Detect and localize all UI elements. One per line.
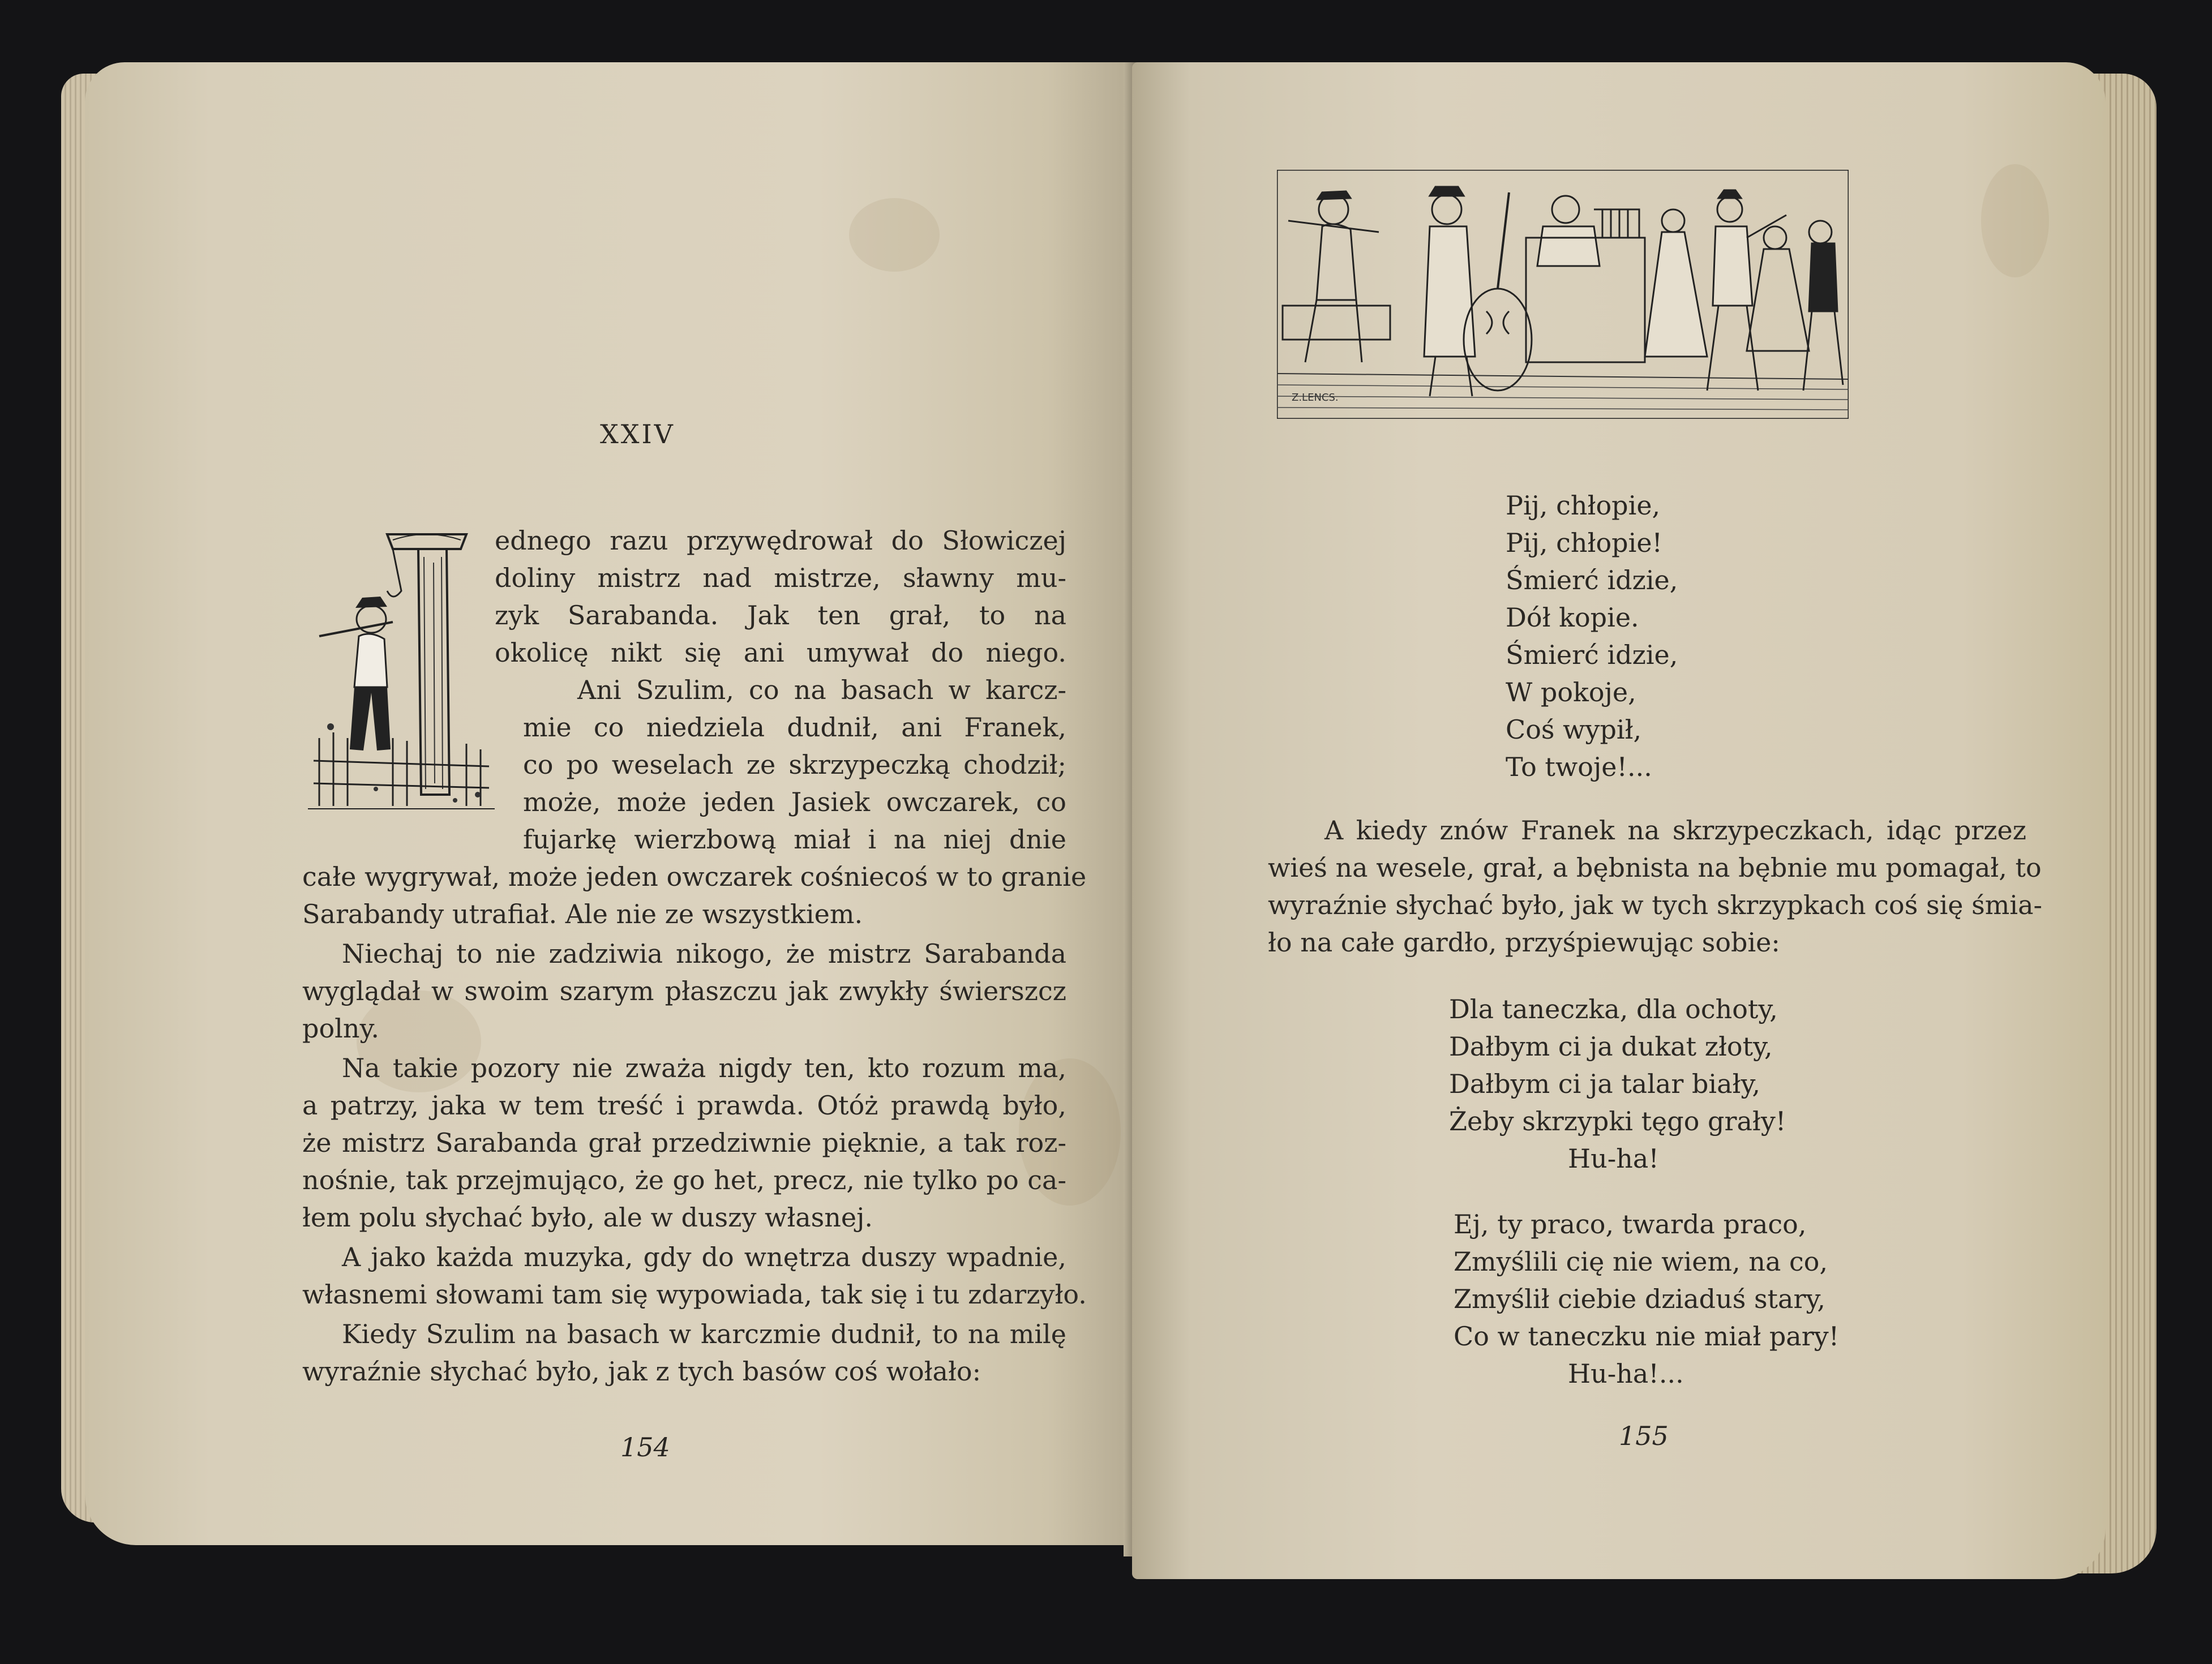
stanza-1-line-1: Pij, chłopie, (1506, 490, 1661, 521)
paragraph-1-line-3: zyk Sarabanda. Jak ten grał, to na (495, 600, 1066, 631)
right-paragraph-line-4: ło na całe gardło, przyśpiewując sobie: (1268, 927, 1780, 958)
stanza-1-line-2: Pij, chłopie! (1506, 527, 1663, 558)
paragraph-5-line-2: wyraźnie słychać było, jak z tych basów coś wołało: (302, 1356, 981, 1387)
dancing-musicians-illustration (1277, 170, 1849, 419)
paragraph-1-line-6: mie co niedziela dudnił, ani Franek, (523, 712, 1066, 743)
paragraph-3-line-4: nośnie, tak przejmująco, że go het, precz, nie tylko po ca- (302, 1165, 1066, 1195)
chapter-number: XXIV (600, 419, 675, 449)
paragraph-1-line-9: fujarkę wierzbową miał i na niej dnie (523, 824, 1066, 855)
stanza-3-line-1: Ej, ty praco, twarda praco, (1454, 1209, 1807, 1240)
right-paragraph-line-2: wieś na wesele, grał, a bębnista na bębnie mu pomagał, to (1268, 852, 2042, 883)
illustration-signature: Z.LENCS. (1292, 392, 1339, 404)
paragraph-3-line-1: Na takie pozory nie zważa nigdy ten, kto rozum ma, (342, 1053, 1066, 1083)
stanza-2-line-1: Dla taneczka, dla ochoty, (1449, 994, 1778, 1024)
stanza-3-line-3: Zmyślił ciebie dziaduś stary, (1454, 1284, 1825, 1314)
paragraph-2-line-1: Niechaj to nie zadziwia nikogo, że mistrz Sarabanda (342, 938, 1066, 969)
paragraph-1-line-4: okolicę nikt się ani umywał do niego. (495, 637, 1066, 668)
stanza-2-line-3: Dałbym ci ja talar biały, (1449, 1069, 1760, 1099)
right-page-number: 155 (1619, 1421, 1669, 1451)
stanza-1-line-7: Coś wypił, (1506, 714, 1642, 745)
paragraph-1-line-10: całe wygrywał, może jeden owczarek cośniecoś w to granie (302, 861, 1087, 892)
shepherd-boy-at-pillar-illustration (308, 523, 495, 817)
paragraph-3-line-5: łem polu słychać było, ale w duszy własnej. (302, 1202, 873, 1233)
paragraph-1-line-2: doliny mistrz nad mistrze, sławny mu- (495, 563, 1066, 593)
paragraph-5-line-1: Kiedy Szulim na basach w karczmie dudnił, to na milę (342, 1319, 1066, 1349)
stanza-2-line-2: Dałbym ci ja dukat złoty, (1449, 1031, 1773, 1062)
stanza-1-line-5: Śmierć idzie, (1506, 640, 1678, 670)
stanza-1-line-4: Dół kopie. (1506, 602, 1639, 633)
paragraph-1-line-1: ednego razu przywędrował do Słowiczej (495, 525, 1066, 556)
paragraph-1-line-5: Ani Szulim, co na basach w karcz- (577, 675, 1066, 705)
stanza-3-line-2: Zmyślili cię nie wiem, na co, (1454, 1246, 1828, 1277)
stanza-1-line-6: W pokoje, (1506, 677, 1636, 707)
stanza-1-line-8: To twoje!... (1506, 752, 1652, 782)
paragraph-1-line-7: co po weselach ze skrzypeczką chodził; (523, 749, 1066, 780)
right-paragraph-line-3: wyraźnie słychać było, jak w tych skrzypkach coś się śmia- (1268, 890, 2043, 920)
paragraph-1-line-8: może, może jeden Jasiek owczarek, co (523, 787, 1066, 817)
paragraph-2-line-3: polny. (302, 1013, 379, 1044)
stanza-2-line-4: Żeby skrzypki tęgo grały! (1449, 1106, 1786, 1137)
paragraph-1-line-11: Sarabandy utrafiał. Ale nie ze wszystkiem. (302, 899, 863, 929)
paragraph-3-line-3: że mistrz Sarabanda grał przedziwnie pięknie, a tak roz- (302, 1127, 1066, 1158)
paragraph-4-line-2: własnemi słowami tam się wypowiada, tak się i tu zdarzyło. (302, 1279, 1087, 1310)
stanza-2-line-5: Hu-ha! (1568, 1143, 1659, 1174)
stanza-3-line-4: Co w taneczku nie miał pary! (1454, 1321, 1840, 1352)
paragraph-4-line-1: A jako każda muzyka, gdy do wnętrza duszy wpadnie, (342, 1242, 1066, 1272)
stanza-3-line-5: Hu-ha!... (1568, 1358, 1684, 1389)
stanza-1-line-3: Śmierć idzie, (1506, 565, 1678, 595)
paragraph-3-line-2: a patrzy, jaka w tem treść i prawda. Otóż prawdą było, (302, 1090, 1066, 1121)
right-paragraph-line-1: A kiedy znów Franek na skrzypeczkach, idąc przez (1324, 815, 2026, 846)
paragraph-2-line-2: wyglądał w swoim szarym płaszczu jak zwykły świerszcz (302, 976, 1066, 1006)
left-page-number: 154 (620, 1432, 670, 1463)
